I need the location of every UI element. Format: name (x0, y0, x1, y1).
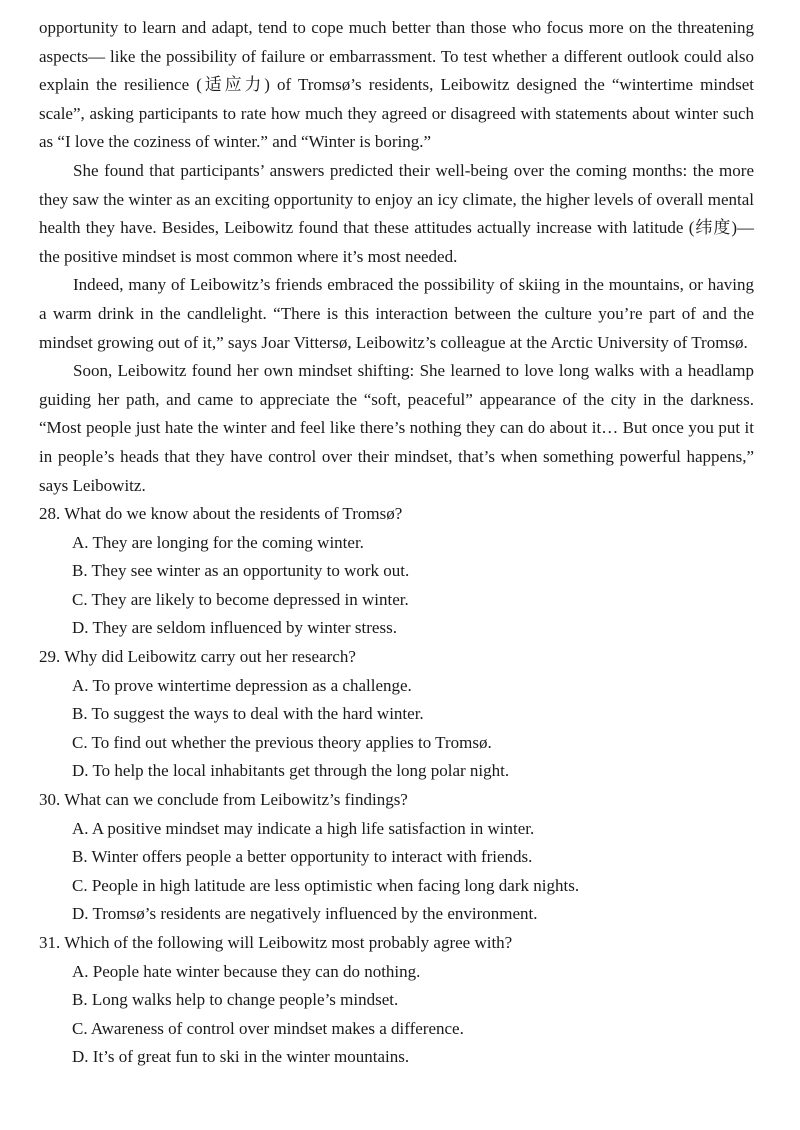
option-a: A. They are longing for the coming winter. (72, 532, 364, 552)
option-a: A. People hate winter because they can do nothing. (72, 961, 421, 981)
option-a: A. To prove wintertime depression as a challenge. (72, 675, 412, 695)
question-stem: 31. Which of the following will Leibowitz most probably agree with? (39, 933, 513, 952)
question-stem: 29. Why did Leibowitz carry out her research? (39, 647, 356, 667)
question-29 (39, 643, 754, 786)
passage-paragraph-3: Indeed, many of Leibowitz’s friends embraced the possibility of skiing in the mountains, or having a warm drink in the candlelight. “There is this interaction between the culture you’re part of and the mindset growing out of it,” says Joar Vittersø, Leibowitz’s colleague at the Arctic University of Tromsø. (39, 275, 754, 352)
question-28 (39, 500, 754, 643)
passage-paragraph-4: Soon, Leibowitz found her own mindset shifting: She learned to love long walks with a headlamp guiding her path, and came to appreciate the “soft, peaceful” appearance of the city in the darkness. “Most people just hate the winter and feel like there’s nothing they can do about it… But once you put it in people’s heads that they have control over their mindset, that’s when something powerful happens,” says Leibowitz. (39, 361, 754, 495)
question-31 (39, 929, 754, 1072)
option-c: C. To find out whether the previous theory applies to Tromsø. (72, 732, 492, 752)
option-d: D. To help the local inhabitants get through the long polar night. (72, 761, 510, 781)
question-stem: 28. What do we know about the residents of Tromsø? (39, 504, 403, 524)
option-c: C. They are likely to become depressed in winter. (72, 589, 409, 609)
option-b: B. Long walks help to change people’s mindset. (72, 990, 399, 1010)
passage-paragraph-1: opportunity to learn and adapt, tend to cope much better than those who focus more on the threatening aspects— like the possibility of failure or embarrassment. To test whether a different outlook could also explain the resilience (适应力) of Tromsø’s residents, Leibowitz designed the “wintertime mindset scale”, asking participants to rate how much they agreed or disagreed with statements about winter such as “I love the coziness of winter.” and “Winter is boring.” (39, 18, 754, 152)
option-c: C. People in high latitude are less optimistic when facing long dark nights. (72, 875, 580, 895)
option-b: B. Winter offers people a better opportunity to interact with friends. (72, 847, 533, 867)
option-a: A. A positive mindset may indicate a high life satisfaction in winter. (72, 818, 535, 838)
option-d: D. They are seldom influenced by winter stress. (72, 618, 397, 638)
option-d: D. It’s of great fun to ski in the winter mountains. (72, 1047, 410, 1067)
question-stem: 30. What can we conclude from Leibowitz’s findings? (39, 790, 408, 810)
option-c: C. Awareness of control over mindset makes a difference. (72, 1018, 464, 1038)
question-30 (39, 786, 754, 929)
passage-paragraph-2: She found that participants’ answers predicted their well-being over the coming months: the more they saw the winter as an exciting opportunity to enjoy an icy climate, the higher levels of overall mental health they have. Besides, Leibowitz found that these attitudes actually increase with latitude (纬度)— the positive mindset is most common where it’s most needed. (39, 160, 754, 266)
option-d: D. Tromsø’s residents are negatively influenced by the environment. (72, 904, 538, 924)
option-b: B. They see winter as an opportunity to work out. (72, 561, 410, 581)
exam-page (39, 14, 754, 1072)
option-b: B. To suggest the ways to deal with the hard winter. (72, 704, 424, 724)
